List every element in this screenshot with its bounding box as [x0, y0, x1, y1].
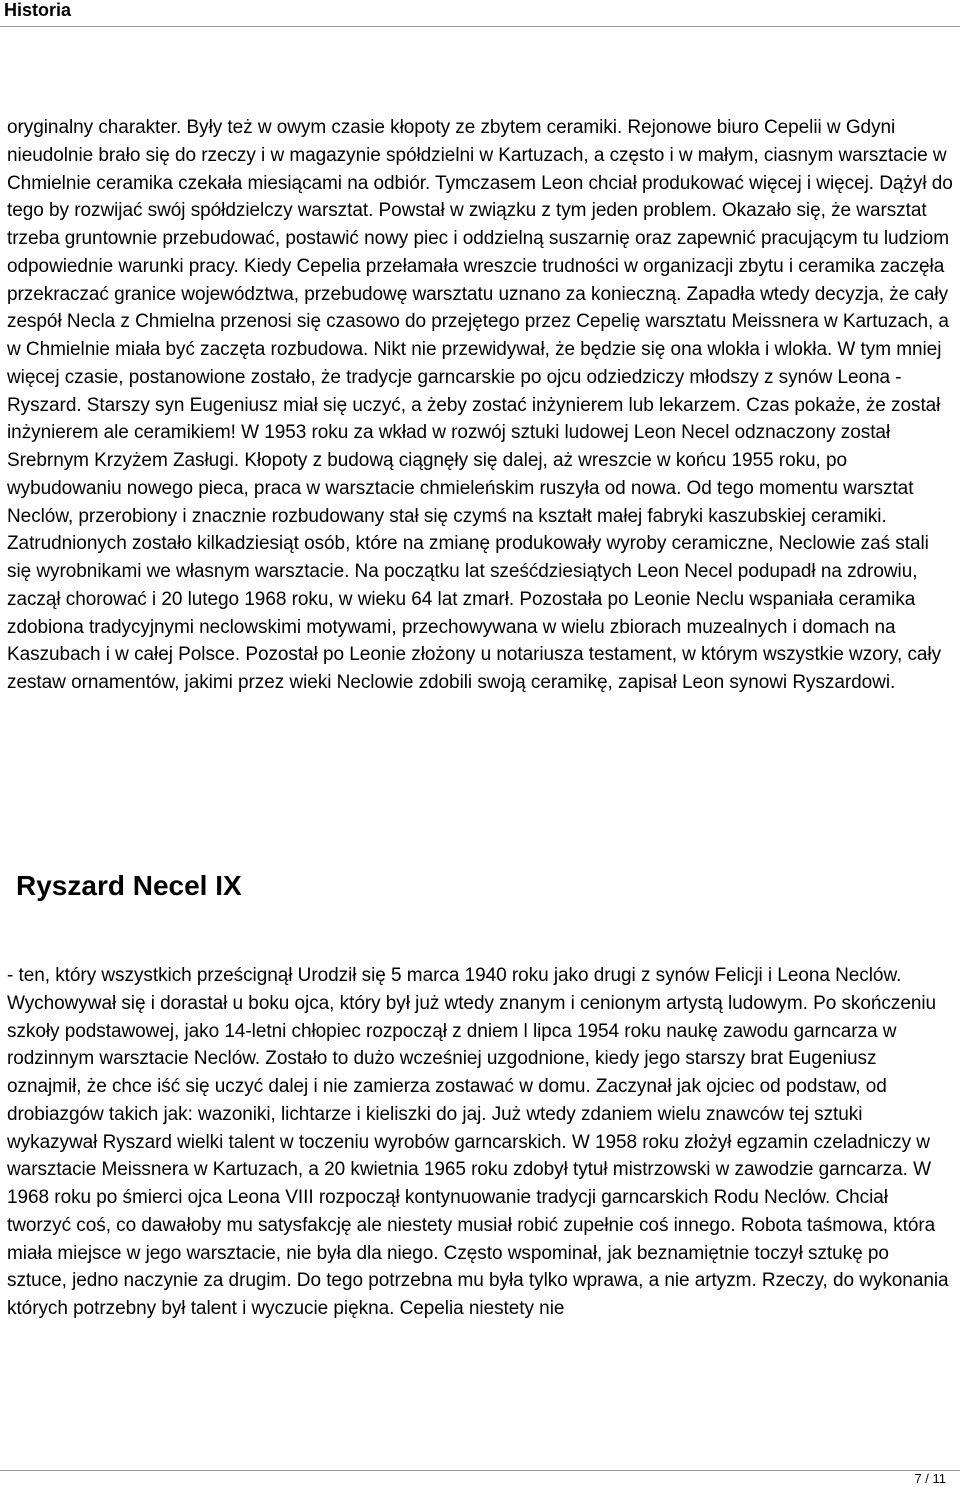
header-title: Historia — [4, 0, 72, 20]
page-header — [0, 0, 960, 27]
section-heading: Ryszard Necel IX — [16, 870, 242, 901]
page-footer-divider — [0, 1470, 960, 1471]
body-paragraph: - ten, który wszystkich prześcignął Urodził się 5 marca 1940 roku jako drugi z synów Felicji i Leona Neclów. Wychowywał się i dorastał u boku ojca, który był już wtedy znanym i cenionym artystą ludowym. Po skończeniu szkoły podstawowej, jako 14-letni chłopiec rozpoczął z dniem l lipca 1954 roku naukę zawodu garncarza w rodzinnym warsztacie Neclów. Zostało to dużo wcześniej uzgodnione, kiedy jego starszy brat Eugeniusz oznajmił, że chce iść się uczyć dalej i nie zamierza zostawać w domu. Zaczynał jak ojciec od podstaw, od drobiazgów takich jak: wazoniki, lichtarze i kieliszki do jaj. Już wtedy zdaniem wielu znawców tej sztuki wykazywał Ryszard wielki talent w toczeniu wyrobów garncarskich. W 1958 roku złożył egzamin czeladniczy w warsztacie Meissnera w Kartuzach, a 20 kwietnia 1965 roku zdobył tytuł mistrzowski w zawodzie garncarza. W 1968 roku po śmierci ojca Leona VIII rozpoczął kontynuowanie tradycji garncarskich Rodu Neclów. Chciał tworzyć coś, co dawałoby mu satysfakcję ale niestety musiał robić zupełnie coś innego. Robota taśmowa, która miała miejsce w jego warsztacie, nie była dla niego. Często wspominał, jak beznamiętnie toczył sztukę po sztuce, jedno naczynie za drugim. Do tego potrzebna mu była tylko wprawa, a nie artyzm. Rzeczy, do wykonania których potrzebny był talent i wyczucie piękna. Cepelia niestety nie — [7, 965, 949, 1319]
page-number: 7 / 11 — [914, 1471, 946, 1486]
body-paragraph: oryginalny charakter. Były też w owym czasie kłopoty ze zbytem ceramiki. Rejonowe biuro Cepelii w Gdyni nieudolnie brało się do rzeczy i w magazynie spółdzielni w Kartuzach, a często i w małym, ciasnym warsztacie w Chmielnie ceramika czekała miesiącami na odbiór. Tymczasem Leon chciał produkować więcej i więcej. Dążył do tego by rozwijać swój spółdzielczy warsztat. Powstał w związku z tym jeden problem. Okazało się, że warsztat trzeba gruntownie przebudować, postawić nowy piec i oddzielną suszarnię oraz zapewnić pracującym tu ludziom odpowiednie warunki pracy. Kiedy Cepelia przełamała wreszcie trudności w organizacji zbytu i ceramika zaczęła przekraczać granice województwa, przebudowę warsztatu uznano za konieczną. Zapadła wtedy decyzja, że cały zespół Necla z Chmielna przenosi się czasowo do przejętego przez Cepelię warsztatu Meissnera w Kartuzach, a w Chmielnie miała być zaczęta rozbudowa. Nikt nie przewidywał, że będzie się ona wlokła i wlokła. W tym mniej więcej czasie, postanowione zostało, że tradycje garncarskie po ojcu odziedziczy młodszy z synów Leona - Ryszard. Starszy syn Eugeniusz miał się uczyć, a żeby zostać inżynierem lub lekarzem. Czas pokaże, że został inżynierem ale ceramikiem! W 1953 roku za wkład w rozwój sztuki ludowej Leon Necel odznaczony został Srebrnym Krzyżem Zasługi. Kłopoty z budową ciągnęły się dalej, aż wreszcie w końcu 1955 roku, po wybudowaniu nowego pieca, praca w warsztacie chmieleńskim ruszyła od nowa. Od tego momentu warsztat Neclów, przerobiony i znacznie rozbudowany stał się czymś na kształt małej fabryki kaszubskiej ceramiki. Zatrudnionych zostało kilkadziesiąt osób, które na zmianę produkowały wyroby ceramiczne, Neclowie zaś stali się wyrobnikami we własnym warsztacie. Na początku lat sześćdziesiątych Leon Necel podupadł na zdrowiu, zaczął chorować i 20 lutego 1968 roku, w wieku 64 lat zmarł. Pozostała po Leonie Neclu wspaniała ceramika zdobiona tradycyjnymi neclowskimi motywami, przechowywana w wielu zbiorach muzealnych i domach na Kaszubach i w całej Polsce. Pozostał po Leonie złożony u notariusza testament, w którym wszystkie wzory, cały zestaw ornamentów, jakimi przez wieki Neclowie zdobili swoją ceramikę, zapisał Leon synowi Ryszardowi. — [7, 117, 953, 693]
